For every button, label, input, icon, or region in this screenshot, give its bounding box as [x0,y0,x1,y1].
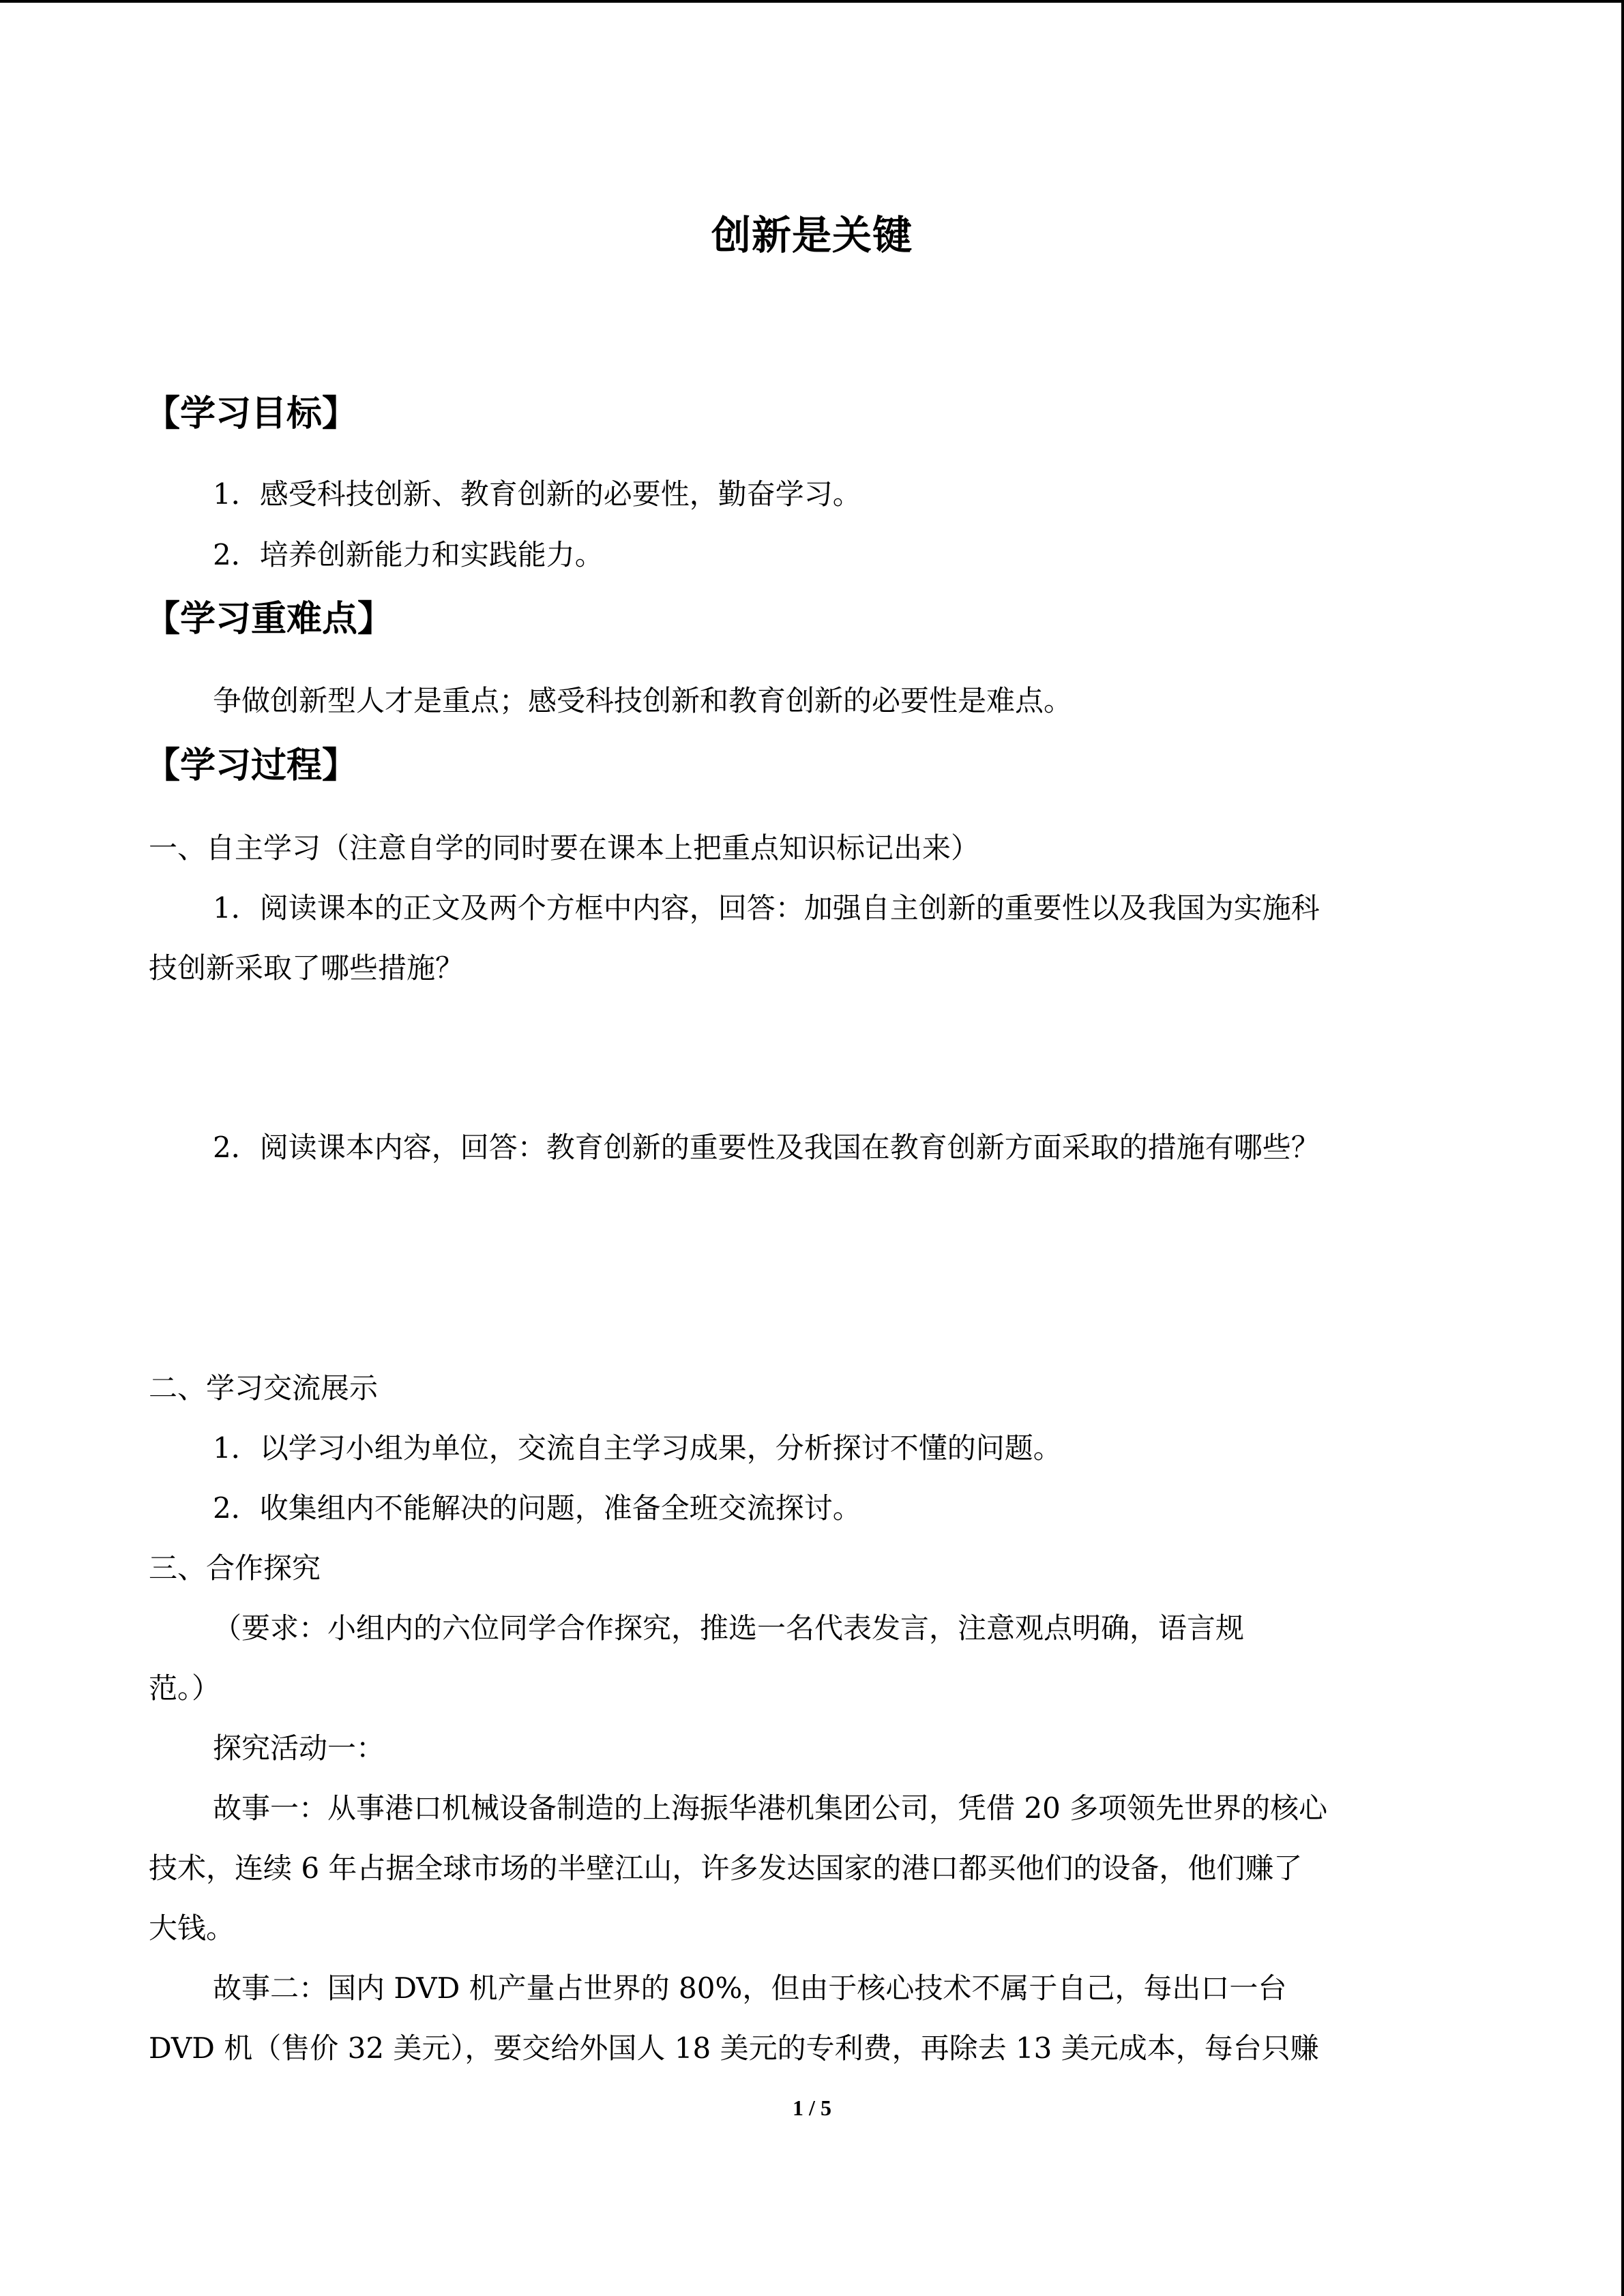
story-1-line-1: 故事一：从事港口机械设备制造的上海振华港机集团公司，凭借 20 多项领先世界的核心 [213,1791,1328,1825]
question-1-line-1: 1．阅读课本的正文及两个方框中内容，回答：加强自主创新的重要性以及我国为实施科 [213,891,1320,925]
question-1-line-2: 技创新采取了哪些措施？ [149,951,464,985]
heading-learning-goals: 【学习目标】 [145,393,358,434]
section-2-item-1: 1．以学习小组为单位，交流自主学习成果，分析探讨不懂的问题。 [213,1431,1062,1465]
heading-key-points: 【学习重难点】 [145,599,394,640]
activity-label: 探究活动一： [213,1731,385,1765]
section-3-title: 三、合作探究 [149,1551,321,1585]
key-points-text: 争做创新型人才是重点；感受科技创新和教育创新的必要性是难点。 [213,684,1073,717]
question-2: 2．阅读课本内容，回答：教育创新的重要性及我国在教育创新方面采取的措施有哪些？ [213,1131,1320,1164]
requirement-line-1: （要求：小组内的六位同学合作探究，推选一名代表发言，注意观点明确，语言规 [213,1611,1245,1645]
story-1-line-3: 大钱。 [149,1911,235,1945]
page-border-right [1621,0,1624,2296]
section-2-title: 二、学习交流展示 [149,1371,379,1405]
goal-item-1: 1．感受科技创新、教育创新的必要性，勤奋学习。 [213,477,861,511]
story-2-line-2: DVD 机（售价 32 美元），要交给外国人 18 美元的专利费，再除去 13 美元成本，每台只赚 [149,2031,1319,2065]
section-2-item-2: 2．收集组内不能解决的问题，准备全班交流探讨。 [213,1491,861,1525]
requirement-line-2: 范。） [149,1671,221,1705]
story-2-line-1: 故事二：国内 DVD 机产量占世界的 80%，但由于核心技术不属于自己，每出口一台 [213,1971,1287,2005]
story-1-line-2: 技术，连续 6 年占据全球市场的半壁江山，许多发达国家的港口都买他们的设备，他们赚了 [149,1851,1303,1885]
document-title: 创新是关键 [711,212,913,258]
section-1-title: 一、自主学习（注意自学的同时要在课本上把重点知识标记出来） [149,831,980,865]
goal-item-2: 2．培养创新能力和实践能力。 [213,538,604,571]
page-border-top [0,0,1624,3]
heading-learning-process: 【学习过程】 [145,745,358,786]
page-number: 1 / 5 [793,2096,831,2120]
